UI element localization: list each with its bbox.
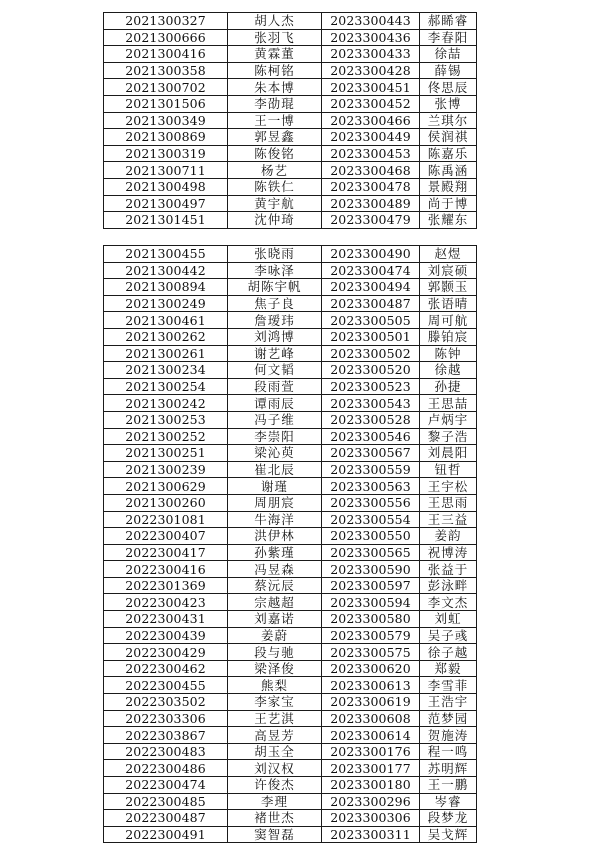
student-id-cell: 2023300543 [322,395,420,412]
student-name-cell: 李崇阳 [228,428,322,445]
student-name-cell: 段雨萱 [228,378,322,395]
student-id-cell: 2022303306 [104,710,228,727]
student-id-cell: 2022300431 [104,611,228,628]
student-name-cell: 褚世杰 [228,810,322,827]
table-row [104,145,477,162]
student-id-cell: 2023300449 [322,129,420,146]
student-id-cell: 2023300575 [322,644,420,661]
student-id-cell: 2023300505 [322,312,420,329]
student-id-cell: 2021301506 [104,95,228,112]
table-row [104,195,477,212]
student-name-cell: 尚于博 [420,195,477,212]
student-name-cell: 刘嘉诺 [228,611,322,628]
student-id-cell: 2022300483 [104,743,228,760]
student-name-cell: 李雪菲 [420,677,477,694]
table-row [104,694,477,711]
student-name-cell: 冯子维 [228,411,322,428]
student-name-cell: 胡陈宇帆 [228,279,322,296]
student-name-cell: 赵煜 [420,246,477,263]
student-id-cell: 2022300417 [104,544,228,561]
student-id-cell: 2021300894 [104,279,228,296]
student-name-cell: 何文韬 [228,362,322,379]
student-name-cell: 黎子浩 [420,428,477,445]
student-name-cell: 高昱芳 [228,727,322,744]
student-name-cell: 张羽飞 [228,29,322,46]
student-id-cell: 2022300407 [104,528,228,545]
student-id-cell: 2023300523 [322,378,420,395]
student-id-cell: 2023300428 [322,62,420,79]
student-id-cell: 2023300479 [322,212,420,229]
student-name-cell: 胡人杰 [228,13,322,30]
student-id-cell: 2023300494 [322,279,420,296]
student-name-cell: 崔北辰 [228,461,322,478]
student-id-cell: 2021300249 [104,295,228,312]
student-name-cell: 冯昱森 [228,561,322,578]
student-name-cell: 张博 [420,95,477,112]
student-id-cell: 2023300528 [322,411,420,428]
student-name-cell: 李理 [228,793,322,810]
student-id-cell: 2023300177 [322,760,420,777]
student-name-cell: 陈柯铭 [228,62,322,79]
student-id-cell: 2023300180 [322,777,420,794]
table-row [104,461,477,478]
student-name-cell: 景殿翔 [420,178,477,195]
student-id-cell: 2021300498 [104,178,228,195]
student-name-cell: 吴子彧 [420,627,477,644]
student-id-cell: 2022300486 [104,760,228,777]
student-name-cell: 王思喆 [420,395,477,412]
student-name-cell: 孙紫瑾 [228,544,322,561]
table-row [104,544,477,561]
student-name-cell: 王浩宇 [420,694,477,711]
roster-table-top [103,12,477,229]
student-id-cell: 2022300455 [104,677,228,694]
student-id-cell: 2023300597 [322,577,420,594]
student-id-cell: 2022300487 [104,810,228,827]
student-id-cell: 2022300416 [104,561,228,578]
student-id-cell: 2023300433 [322,46,420,63]
student-id-cell: 2023300550 [322,528,420,545]
table-row [104,62,477,79]
student-name-cell: 王三益 [420,511,477,528]
student-id-cell: 2022300423 [104,594,228,611]
table-row [104,627,477,644]
table-row [104,577,477,594]
student-id-cell: 2023300620 [322,660,420,677]
table-row [104,644,477,661]
student-name-cell: 谭雨辰 [228,395,322,412]
student-id-cell: 2021300252 [104,428,228,445]
student-name-cell: 朱本博 [228,79,322,96]
student-name-cell: 张晓雨 [228,246,322,263]
student-id-cell: 2023300590 [322,561,420,578]
table-row [104,677,477,694]
student-name-cell: 杨艺 [228,162,322,179]
table-row [104,660,477,677]
student-id-cell: 2023300296 [322,793,420,810]
student-name-cell: 孙捷 [420,378,477,395]
student-id-cell: 2023300580 [322,611,420,628]
table-row [104,594,477,611]
student-name-cell: 郭昱鑫 [228,129,322,146]
table-row [104,112,477,129]
student-name-cell: 刘晨阳 [420,445,477,462]
student-id-cell: 2023300554 [322,511,420,528]
student-id-cell: 2023300594 [322,594,420,611]
student-id-cell: 2022300429 [104,644,228,661]
student-name-cell: 郑毅 [420,660,477,677]
student-name-cell: 周朋宸 [228,494,322,511]
student-id-cell: 2021300702 [104,79,228,96]
student-id-cell: 2023300474 [322,262,420,279]
table-row [104,395,477,412]
student-name-cell: 王思雨 [420,494,477,511]
student-name-cell: 彭泳畔 [420,577,477,594]
student-name-cell: 程一鸣 [420,743,477,760]
student-name-cell: 谢艺峰 [228,345,322,362]
student-id-cell: 2021300260 [104,494,228,511]
student-name-cell: 吴戈辉 [420,826,477,843]
student-name-cell: 姜韵 [420,528,477,545]
student-id-cell: 2023300436 [322,29,420,46]
student-name-cell: 周可航 [420,312,477,329]
student-name-cell: 岑睿 [420,793,477,810]
table-row [104,212,477,229]
student-name-cell: 刘宸硕 [420,262,477,279]
student-id-cell: 2021300461 [104,312,228,329]
student-name-cell: 张耀东 [420,212,477,229]
table-row [104,29,477,46]
student-name-cell: 宗越超 [228,594,322,611]
table-row [104,760,477,777]
student-name-cell: 李文杰 [420,594,477,611]
table-row [104,411,477,428]
student-id-cell: 2023300453 [322,145,420,162]
student-name-cell: 刘汉权 [228,760,322,777]
student-id-cell: 2021300416 [104,46,228,63]
student-id-cell: 2022300474 [104,777,228,794]
student-name-cell: 胡玉全 [228,743,322,760]
student-id-cell: 2022300462 [104,660,228,677]
student-name-cell: 李咏泽 [228,262,322,279]
student-name-cell: 兰琪尔 [420,112,477,129]
student-id-cell: 2021300234 [104,362,228,379]
student-name-cell: 郭颢玉 [420,279,477,296]
student-id-cell: 2021301451 [104,212,228,229]
student-name-cell: 谢瑾 [228,478,322,495]
student-id-cell: 2023300443 [322,13,420,30]
student-name-cell: 刘虹 [420,611,477,628]
student-name-cell: 徐子越 [420,644,477,661]
student-name-cell: 范梦园 [420,710,477,727]
student-id-cell: 2023300306 [322,810,420,827]
student-id-cell: 2022300485 [104,793,228,810]
student-id-cell: 2021300349 [104,112,228,129]
table-row [104,528,477,545]
student-id-cell: 2023300563 [322,478,420,495]
student-name-cell: 王一博 [228,112,322,129]
student-id-cell: 2023300613 [322,677,420,694]
table-row [104,279,477,296]
student-name-cell: 祝博涛 [420,544,477,561]
table-row [104,95,477,112]
student-id-cell: 2023300614 [322,727,420,744]
student-name-cell: 梁泽俊 [228,660,322,677]
table-row [104,727,477,744]
student-id-cell: 2021300319 [104,145,228,162]
table-row [104,478,477,495]
student-id-cell: 2022301081 [104,511,228,528]
student-id-cell: 2021300251 [104,445,228,462]
student-name-cell: 苏明辉 [420,760,477,777]
table-row [104,345,477,362]
student-name-cell: 黄霖董 [228,46,322,63]
student-name-cell: 张语晴 [420,295,477,312]
student-id-cell: 2022303867 [104,727,228,744]
student-id-cell: 2023300489 [322,195,420,212]
student-name-cell: 李家宝 [228,694,322,711]
student-id-cell: 2023300501 [322,328,420,345]
table-row [104,445,477,462]
student-name-cell: 滕铂宸 [420,328,477,345]
table-row [104,561,477,578]
student-id-cell: 2021300711 [104,162,228,179]
student-id-cell: 2021300442 [104,262,228,279]
student-name-cell: 徐越 [420,362,477,379]
table-row [104,777,477,794]
student-name-cell: 侯润祺 [420,129,477,146]
table-row [104,328,477,345]
student-id-cell: 2021300629 [104,478,228,495]
student-id-cell: 2023300451 [322,79,420,96]
student-name-cell: 王艺淇 [228,710,322,727]
student-id-cell: 2023300619 [322,694,420,711]
student-name-cell: 梁沁萸 [228,445,322,462]
student-id-cell: 2021300358 [104,62,228,79]
student-name-cell: 詹瑷玮 [228,312,322,329]
student-name-cell: 窦智磊 [228,826,322,843]
student-name-cell: 焦子良 [228,295,322,312]
student-id-cell: 2023300487 [322,295,420,312]
student-id-cell: 2023300520 [322,362,420,379]
student-name-cell: 陈钟 [420,345,477,362]
table-row [104,428,477,445]
table-row [104,611,477,628]
roster-table-body [104,13,477,229]
student-name-cell: 陈嘉乐 [420,145,477,162]
table-row [104,362,477,379]
student-id-cell: 2023300565 [322,544,420,561]
student-id-cell: 2021300869 [104,129,228,146]
table-row [104,46,477,63]
table-row [104,178,477,195]
table-row [104,378,477,395]
table-row [104,129,477,146]
student-id-cell: 2021300497 [104,195,228,212]
table-row [104,312,477,329]
student-id-cell: 2021300253 [104,411,228,428]
student-name-cell: 陈铁仁 [228,178,322,195]
student-id-cell: 2023300579 [322,627,420,644]
student-name-cell: 刘鸿博 [228,328,322,345]
student-name-cell: 王宇松 [420,478,477,495]
student-id-cell: 2023300311 [322,826,420,843]
student-id-cell: 2021300262 [104,328,228,345]
student-name-cell: 陈禹涵 [420,162,477,179]
student-id-cell: 2023300502 [322,345,420,362]
roster-table-bottom [103,245,477,843]
table-row [104,810,477,827]
student-id-cell: 2022303502 [104,694,228,711]
table-row [104,511,477,528]
student-id-cell: 2022300491 [104,826,228,843]
student-id-cell: 2021300666 [104,29,228,46]
table-row [104,162,477,179]
student-name-cell: 贺施涛 [420,727,477,744]
student-name-cell: 段与驰 [228,644,322,661]
student-id-cell: 2021300261 [104,345,228,362]
student-name-cell: 李劭琨 [228,95,322,112]
student-name-cell: 薛锡 [420,62,477,79]
student-name-cell: 卢炳宇 [420,411,477,428]
student-id-cell: 2023300559 [322,461,420,478]
student-name-cell: 郝睎睿 [420,13,477,30]
student-name-cell: 徐喆 [420,46,477,63]
table-row [104,295,477,312]
student-id-cell: 2023300478 [322,178,420,195]
student-id-cell: 2023300468 [322,162,420,179]
student-name-cell: 熊梨 [228,677,322,694]
table-row [104,826,477,843]
student-id-cell: 2023300452 [322,95,420,112]
student-id-cell: 2023300176 [322,743,420,760]
student-name-cell: 张益于 [420,561,477,578]
student-name-cell: 许俊杰 [228,777,322,794]
student-id-cell: 2021300239 [104,461,228,478]
table-row [104,710,477,727]
table-row [104,494,477,511]
student-id-cell: 2023300608 [322,710,420,727]
table-row [104,79,477,96]
student-name-cell: 黄宇航 [228,195,322,212]
student-name-cell: 姜蔚 [228,627,322,644]
student-name-cell: 沈仲琦 [228,212,322,229]
roster-table-body [104,246,477,843]
student-id-cell: 2023300556 [322,494,420,511]
student-id-cell: 2021300455 [104,246,228,263]
student-name-cell: 陈俊铭 [228,145,322,162]
table-row [104,743,477,760]
student-id-cell: 2023300490 [322,246,420,263]
table-row [104,13,477,30]
student-name-cell: 段梦龙 [420,810,477,827]
student-id-cell: 2021300242 [104,395,228,412]
table-row [104,262,477,279]
table-row [104,246,477,263]
student-id-cell: 2023300546 [322,428,420,445]
student-id-cell: 2021300327 [104,13,228,30]
student-id-cell: 2023300466 [322,112,420,129]
student-id-cell: 2021300254 [104,378,228,395]
student-id-cell: 2023300567 [322,445,420,462]
student-id-cell: 2022300439 [104,627,228,644]
student-name-cell: 洪伊林 [228,528,322,545]
student-name-cell: 王一鹏 [420,777,477,794]
table-row [104,793,477,810]
student-name-cell: 李春阳 [420,29,477,46]
student-id-cell: 2022301369 [104,577,228,594]
student-name-cell: 钮哲 [420,461,477,478]
student-name-cell: 蔡沅辰 [228,577,322,594]
student-name-cell: 牛海洋 [228,511,322,528]
student-name-cell: 佟思辰 [420,79,477,96]
